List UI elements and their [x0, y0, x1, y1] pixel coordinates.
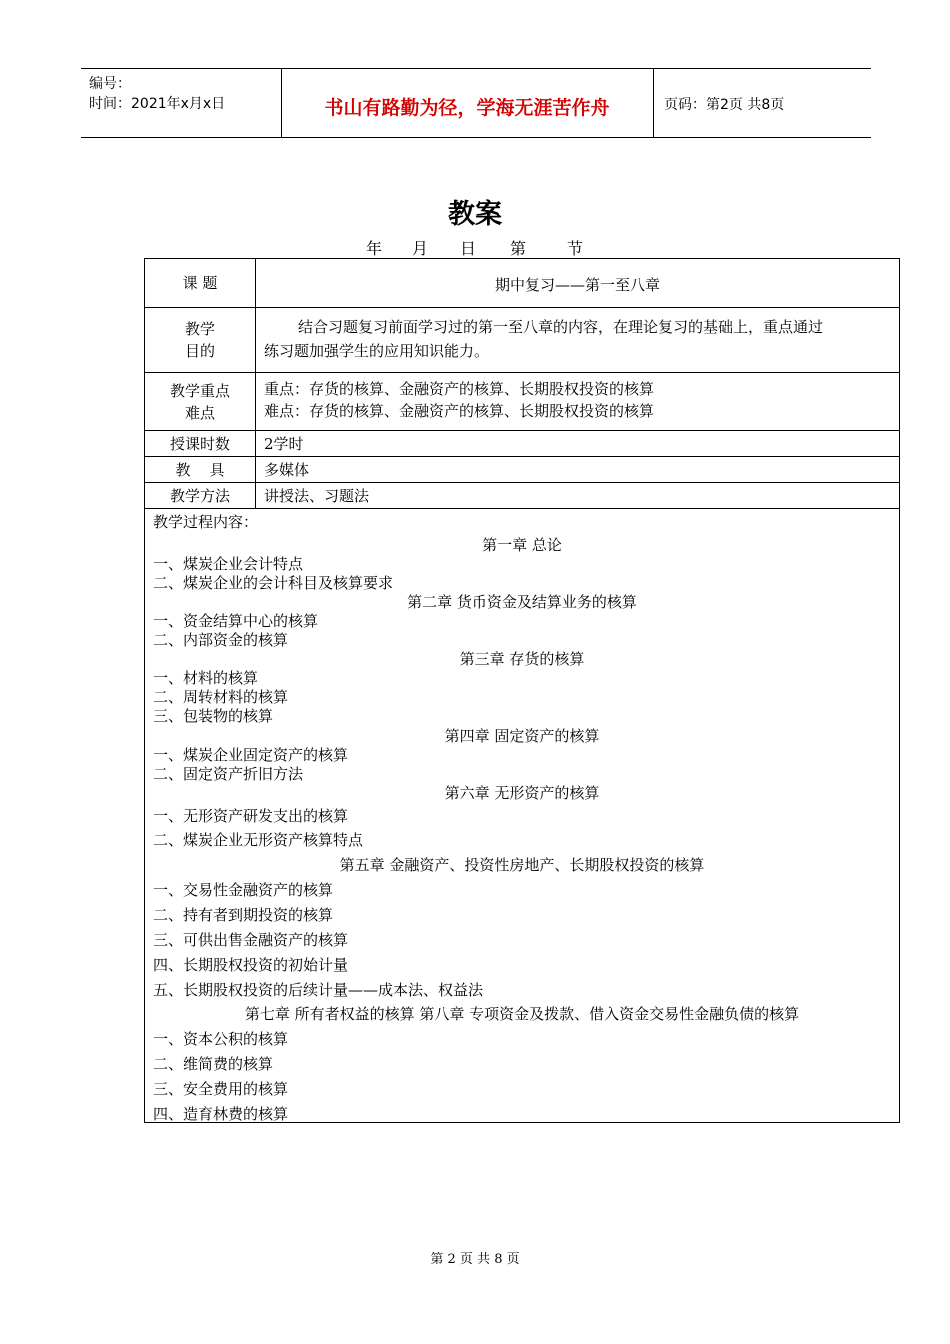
row-tools — [145, 457, 899, 483]
tools-value: 多媒体 — [264, 461, 310, 479]
goal-line-2: 练习题加强学生的应用知识能力。 — [264, 342, 490, 360]
date-month: 月 — [412, 239, 429, 258]
row-topic — [145, 259, 899, 308]
method-value-cell — [256, 483, 899, 508]
outline-item: 五、长期股权投资的后续计量——成本法、权益法 — [153, 981, 484, 999]
outline-item: 一、煤炭企业会计特点 — [153, 555, 304, 573]
date-year: 年 — [366, 239, 383, 258]
outline-item: 二、煤炭企业无形资产核算特点 — [153, 831, 364, 849]
outline-item: 二、维简费的核算 — [153, 1055, 274, 1073]
page-title: 教案 — [448, 199, 502, 230]
header-meta-cell — [81, 69, 282, 137]
outline-item: 二、持有者到期投资的核算 — [153, 906, 334, 924]
outline-item: 二、煤炭企业的会计科目及核算要求 — [153, 574, 394, 592]
hours-value-cell — [256, 431, 899, 456]
outline-item: 一、资金结算中心的核算 — [153, 612, 319, 630]
page-footer: 第 2 页 共 8 页 — [430, 1252, 520, 1267]
outline-item: 三、包装物的核算 — [153, 707, 274, 725]
chapter-heading: 第三章 存货的核算 — [459, 650, 585, 668]
row-goal — [145, 308, 899, 373]
goal-value-cell — [256, 308, 899, 372]
key-value-cell — [256, 373, 899, 430]
header-motto-cell — [281, 69, 654, 137]
outline-item: 四、造育林费的核算 — [153, 1105, 289, 1123]
chapter-heading: 第六章 无形资产的核算 — [444, 784, 600, 802]
page-header — [81, 68, 871, 138]
outline-item: 二、固定资产折旧方法 — [153, 765, 304, 783]
outline-item: 三、安全费用的核算 — [153, 1080, 289, 1098]
topic-value: 期中复习——第一至八章 — [494, 276, 660, 294]
key-label: 教学重点 难点 — [145, 373, 256, 430]
chapter-heading: 第二章 货币资金及结算业务的核算 — [407, 593, 637, 611]
difficulty: 难点：存货的核算、金融资产的核算、长期股权投资的核算 — [264, 402, 655, 420]
process-heading: 教学过程内容： — [153, 513, 259, 531]
row-key-points — [145, 373, 899, 431]
outline-item: 二、周转材料的核算 — [153, 688, 289, 706]
chapter-heading: 第七章 所有者权益的核算 第八章 专项资金及拨款、借入资金交易性金融负债的核算 — [244, 1005, 800, 1023]
date-session-suffix: 节 — [567, 239, 584, 258]
method-value: 讲授法、习题法 — [264, 487, 370, 505]
date-session-prefix: 第 — [510, 239, 527, 258]
outline-item: 一、无形资产研发支出的核算 — [153, 807, 349, 825]
row-method — [145, 483, 899, 509]
goal-label: 教学 目的 — [145, 308, 256, 372]
hours-label: 授课时数 — [145, 431, 256, 456]
outline-item: 一、材料的核算 — [153, 669, 259, 687]
chapter-heading: 第四章 固定资产的核算 — [444, 727, 600, 745]
header-page-info: 页码：第2页 共8页 — [664, 97, 785, 113]
outline-item: 三、可供出售金融资产的核算 — [153, 931, 349, 949]
chapter-heading: 第五章 金融资产、投资性房地产、长期股权投资的核算 — [339, 856, 705, 874]
outline-item: 一、交易性金融资产的核算 — [153, 881, 334, 899]
code-label: 编号： — [89, 76, 131, 92]
chapter-heading: 第一章 总论 — [482, 536, 562, 554]
header-page-cell — [654, 69, 871, 137]
outline-item: 二、内部资金的核算 — [153, 631, 289, 649]
time-label: 时间：2021年x月x日 — [89, 96, 226, 112]
key-point: 重点：存货的核算、金融资产的核算、长期股权投资的核算 — [264, 380, 655, 398]
lesson-plan-table — [144, 258, 900, 1123]
topic-value-cell — [256, 259, 899, 307]
outline-item: 一、资本公积的核算 — [153, 1030, 289, 1048]
topic-label: 课 题 — [145, 259, 256, 307]
outline-item: 一、煤炭企业固定资产的核算 — [153, 746, 349, 764]
tools-value-cell — [256, 457, 899, 482]
goal-line-1: 结合习题复习前面学习过的第一至八章的内容，在理论复习的基础上，重点通过 — [298, 318, 824, 336]
hours-value: 2学时 — [264, 435, 304, 453]
row-hours — [145, 431, 899, 457]
tools-label: 教 具 — [145, 457, 256, 482]
outline-item: 四、长期股权投资的初始计量 — [153, 956, 349, 974]
motto: 书山有路勤为径，学海无涯苦作舟 — [324, 97, 610, 119]
method-label: 教学方法 — [145, 483, 256, 508]
date-day: 日 — [460, 239, 477, 258]
